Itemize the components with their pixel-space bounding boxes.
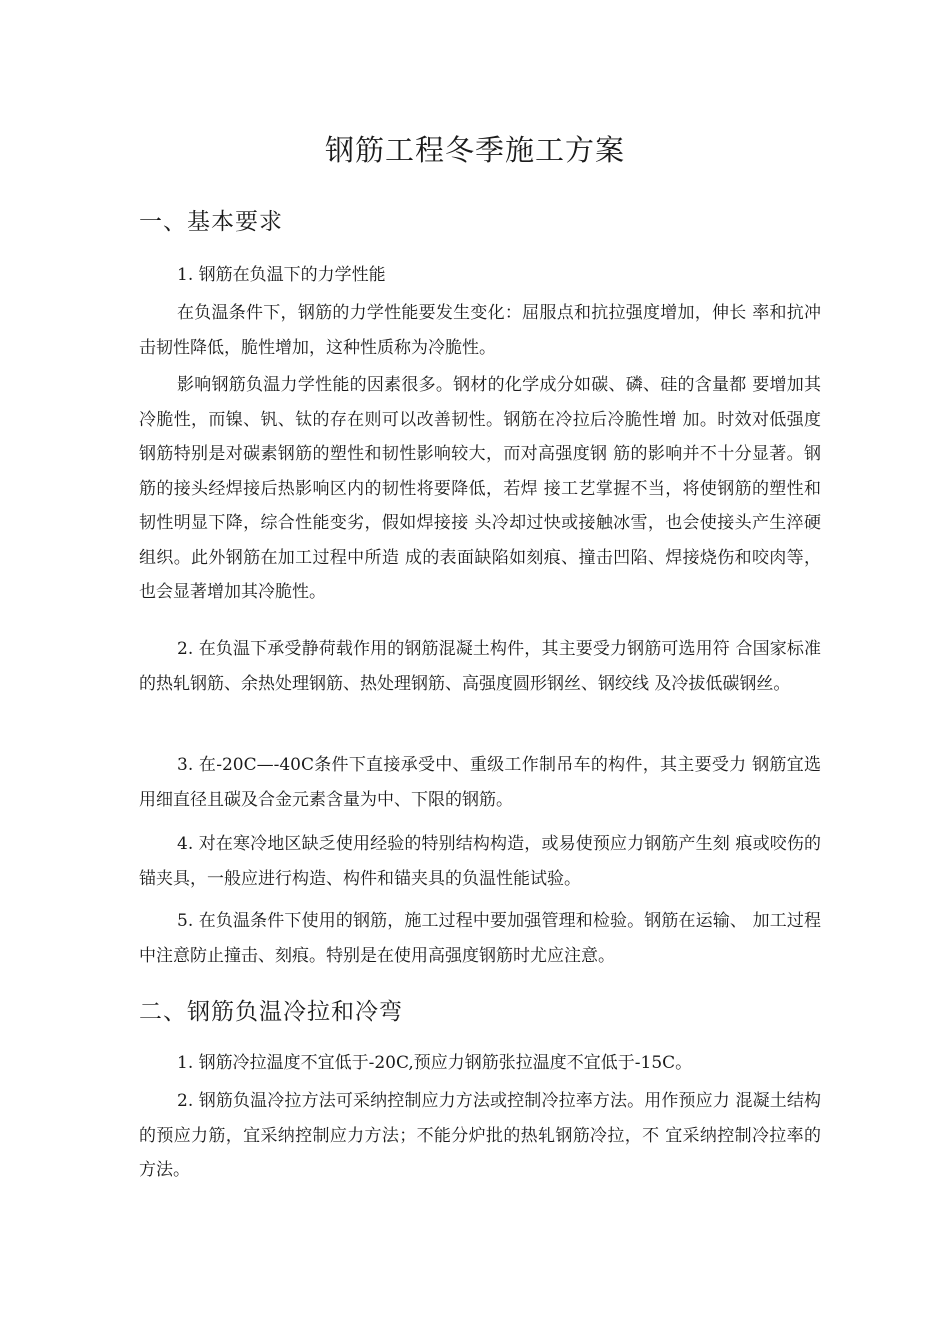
section-heading-basic-requirements: 一、基本要求 (139, 209, 283, 235)
paragraph-1-7: 5. 在负温条件下使用的钢筋，施工过程中要加强管理和检验。钢筋在运输、 加工过程中注意防止撞击、刻痕。特别是在使用高强度钢筋时尤应注意。 (139, 911, 821, 966)
document-title: 钢筋工程冬季施工方案 (324, 133, 625, 167)
paragraph-1-2: 在负温条件下，钢筋的力学性能要发生变化：屈服点和抗拉强度增加，伸长 率和抗冲击韧性降低，脆性增加，这种性质称为冷脆性。 (139, 303, 821, 358)
paragraph-1-3: 影响钢筋负温力学性能的因素很多。钢材的化学成分如碳、磷、硅的含量都 要增加其冷脆性，而镍、钒、钛的存在则可以改善韧性。钢筋在冷拉后冷脆性增 加。时效对低强度钢筋特别是对碳素钢筋的塑性和韧性影响较大，而对高强度钢 筋的影响并不十分显著。钢筋的接头经焊接后热影响区内的韧性将要降低，若焊 接工艺掌握不当，将使钢筋的塑性和韧性明显下降，综合性能变劣，假如焊接接 头冷却过快或接触冰雪，也会使接头产生淬硬组织。此外钢筋在加工过程中所造 成的表面缺陷如刻痕、撞击凹陷、焊接烧伤和咬肉等，也会显著增加其冷脆性。 (139, 375, 821, 602)
paragraph-2-2: 2. 钢筋负温冷拉方法可采纳控制应力方法或控制冷拉率方法。用作预应力 混凝土结构的预应力筋，宜采纳控制应力方法；不能分炉批的热轧钢筋冷拉，不 宜采纳控制冷拉率的方法。 (139, 1091, 821, 1180)
paragraph-1-4: 2. 在负温下承受静荷载作用的钢筋混凝土构件，其主要受力钢筋可选用符 合国家标准的热轧钢筋、余热处理钢筋、热处理钢筋、高强度圆形钢丝、钢绞线 及冷拔低碳钢丝。 (139, 639, 821, 694)
paragraph-1-6: 4. 对在寒冷地区缺乏使用经验的特别结构构造，或易使预应力钢筋产生刻 痕或咬伤的锚夹具，一般应进行构造、构件和锚夹具的负温性能试验。 (139, 834, 821, 889)
paragraph-2-1: 1. 钢筋冷拉温度不宜低于-20C,预应力钢筋张拉温度不宜低于-15C。 (177, 1053, 693, 1073)
paragraph-1-1: 1. 钢筋在负温下的力学性能 (177, 265, 386, 285)
paragraph-1-5: 3. 在-20C—-40C条件下直接承受中、重级工作制吊车的构件，其主要受力 钢筋宜选用细直径且碳及合金元素含量为中、下限的钢筋。 (139, 755, 821, 810)
section-heading-cold-drawing: 二、钢筋负温冷拉和冷弯 (139, 999, 403, 1025)
